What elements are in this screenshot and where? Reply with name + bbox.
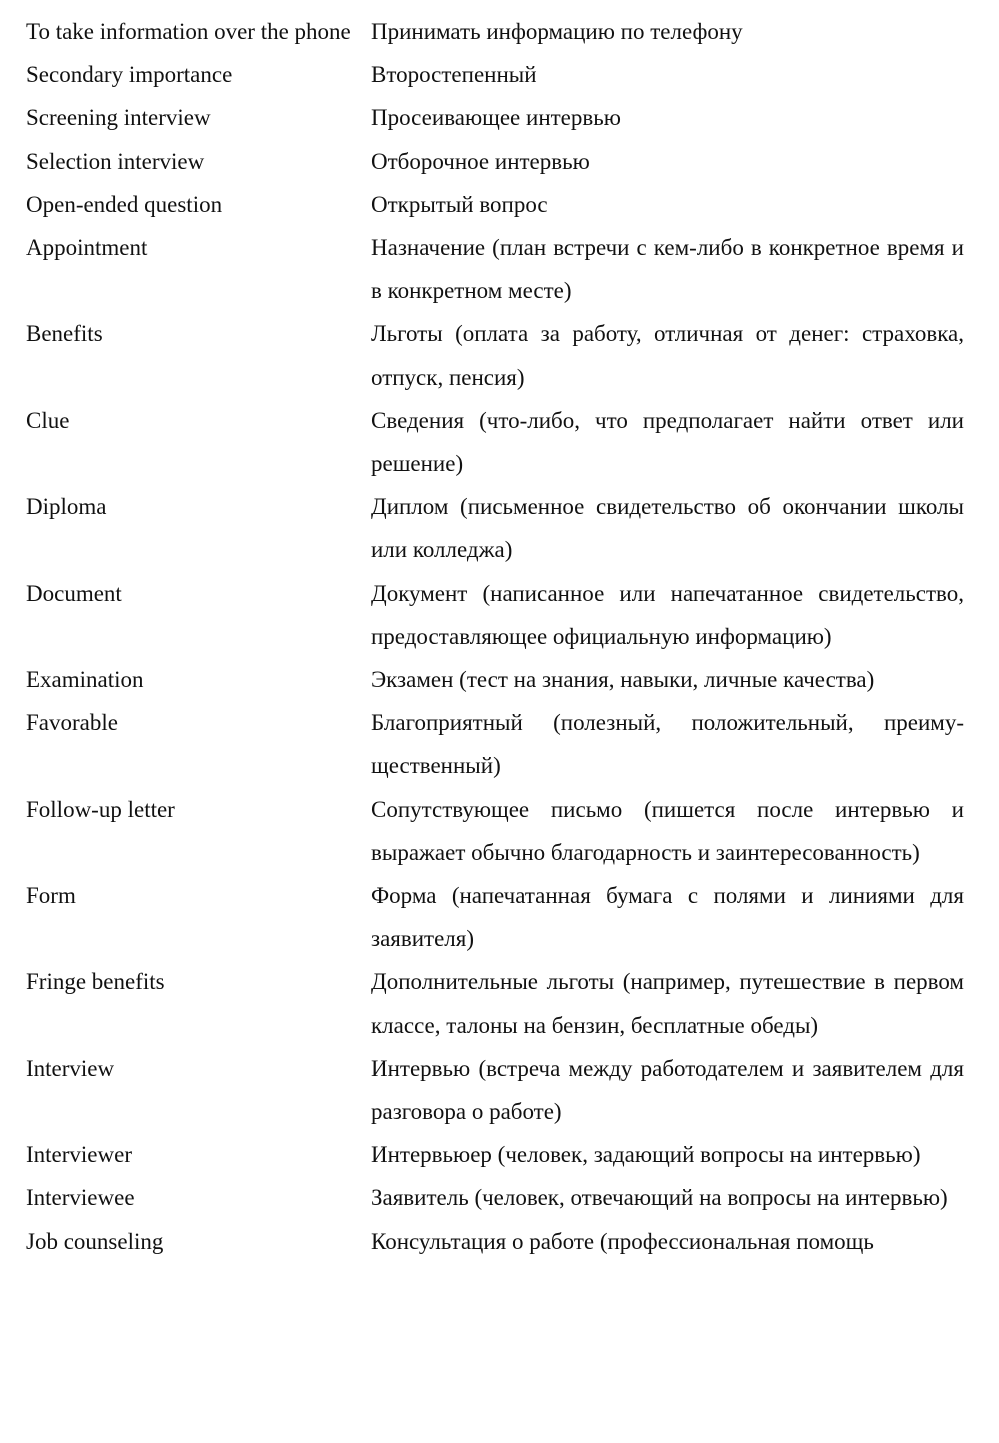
glossary-row: [26, 572, 964, 658]
glossary-row: [26, 183, 964, 226]
glossary-term: Interviewee: [26, 1185, 135, 1211]
glossary-row: [26, 226, 964, 312]
glossary-definition: Форма (напечатанная бумага с полями и линиями для заявителя): [371, 883, 964, 952]
glossary-definition: Льготы (оплата за работу, отличная от денег: страховка, отпуск, пенсия): [371, 321, 964, 390]
glossary-definition: Экзамен (тест на знания, навыки, личные качества): [371, 667, 875, 693]
glossary-term: Examination: [26, 667, 144, 693]
glossary-row: [26, 1133, 964, 1176]
glossary-term: Open-ended question: [26, 191, 223, 217]
glossary-definition: Просеивающее интервью: [371, 105, 621, 131]
glossary-definition: Благоприятный (полезный, положительный, преимущественный): [371, 710, 964, 779]
glossary-definition: Интервью (встреча между работодателем и заявителем для разговора о работе): [371, 1055, 964, 1125]
glossary-definition: Принимать информацию по телефону: [371, 19, 743, 44]
glossary-definition: Отборочное интервью: [371, 148, 590, 174]
glossary-term: Favorable: [26, 710, 118, 736]
glossary-term: Diploma: [26, 494, 107, 520]
glossary-row: [26, 658, 964, 701]
glossary-row: [26, 788, 964, 874]
glossary-term: Fringe benefits: [26, 969, 165, 995]
glossary-row: [26, 960, 964, 1046]
glossary-term: Clue: [26, 407, 70, 433]
glossary-row: [26, 10, 964, 53]
glossary-definition: Диплом (письменное свидетельство об окончании школы или колледжа): [371, 494, 964, 563]
glossary-row: [26, 1220, 964, 1263]
glossary-definition: Интервьюер (человек, задающий вопросы на интервью): [371, 1142, 921, 1168]
glossary-definition: Назначение (план встречи с кем-либо в конкретное время и в конкретном месте): [371, 235, 964, 304]
glossary-term: Screening interview: [26, 105, 211, 131]
glossary-row: [26, 485, 964, 571]
glossary-row: [26, 96, 964, 139]
glossary-term: Interview: [26, 1055, 115, 1081]
glossary-row: [26, 1176, 964, 1219]
glossary-row: [26, 53, 964, 96]
glossary-term: Form: [26, 883, 76, 909]
glossary-row: [26, 312, 964, 398]
glossary-definition: Второстепенный: [371, 62, 537, 88]
glossary-table: [26, 10, 964, 1263]
glossary-definition: Сведения (что-либо, что предполагает найти ответ или решение): [371, 407, 964, 477]
glossary-row: [26, 1047, 964, 1133]
glossary-definition: Заявитель (человек, отвечающий на вопросы на интервью): [371, 1185, 948, 1211]
glossary-definition: Сопутствующее письмо (пишется после интервью и выражает обычно благодарность и заинтересованность): [371, 796, 964, 865]
glossary-row: [26, 701, 964, 787]
glossary-term: Appointment: [26, 235, 148, 261]
glossary-term: To take information over the phone: [26, 19, 351, 44]
glossary-row: [26, 874, 964, 960]
glossary-term: Interviewer: [26, 1142, 132, 1168]
glossary-term: Benefits: [26, 321, 103, 347]
glossary-definition: Открытый вопрос: [371, 191, 548, 217]
glossary-definition: Консультация о работе (профессиональная помощь: [371, 1228, 874, 1254]
glossary-row: [26, 140, 964, 183]
glossary-definition: Документ (написанное или напечатанное свидетельство, предоставляющее официальную информацию): [371, 580, 964, 649]
glossary-term: Selection interview: [26, 148, 205, 174]
glossary-definition: Дополнительные льготы (например, путешествие в первом классе, талоны на бензин, бесплатные обеды): [371, 969, 964, 1038]
glossary-term: Document: [26, 580, 122, 606]
glossary-term: Job counseling: [26, 1228, 164, 1254]
glossary-term: Secondary importance: [26, 62, 233, 88]
glossary-row: [26, 399, 964, 485]
glossary-term: Follow-up letter: [26, 796, 175, 822]
